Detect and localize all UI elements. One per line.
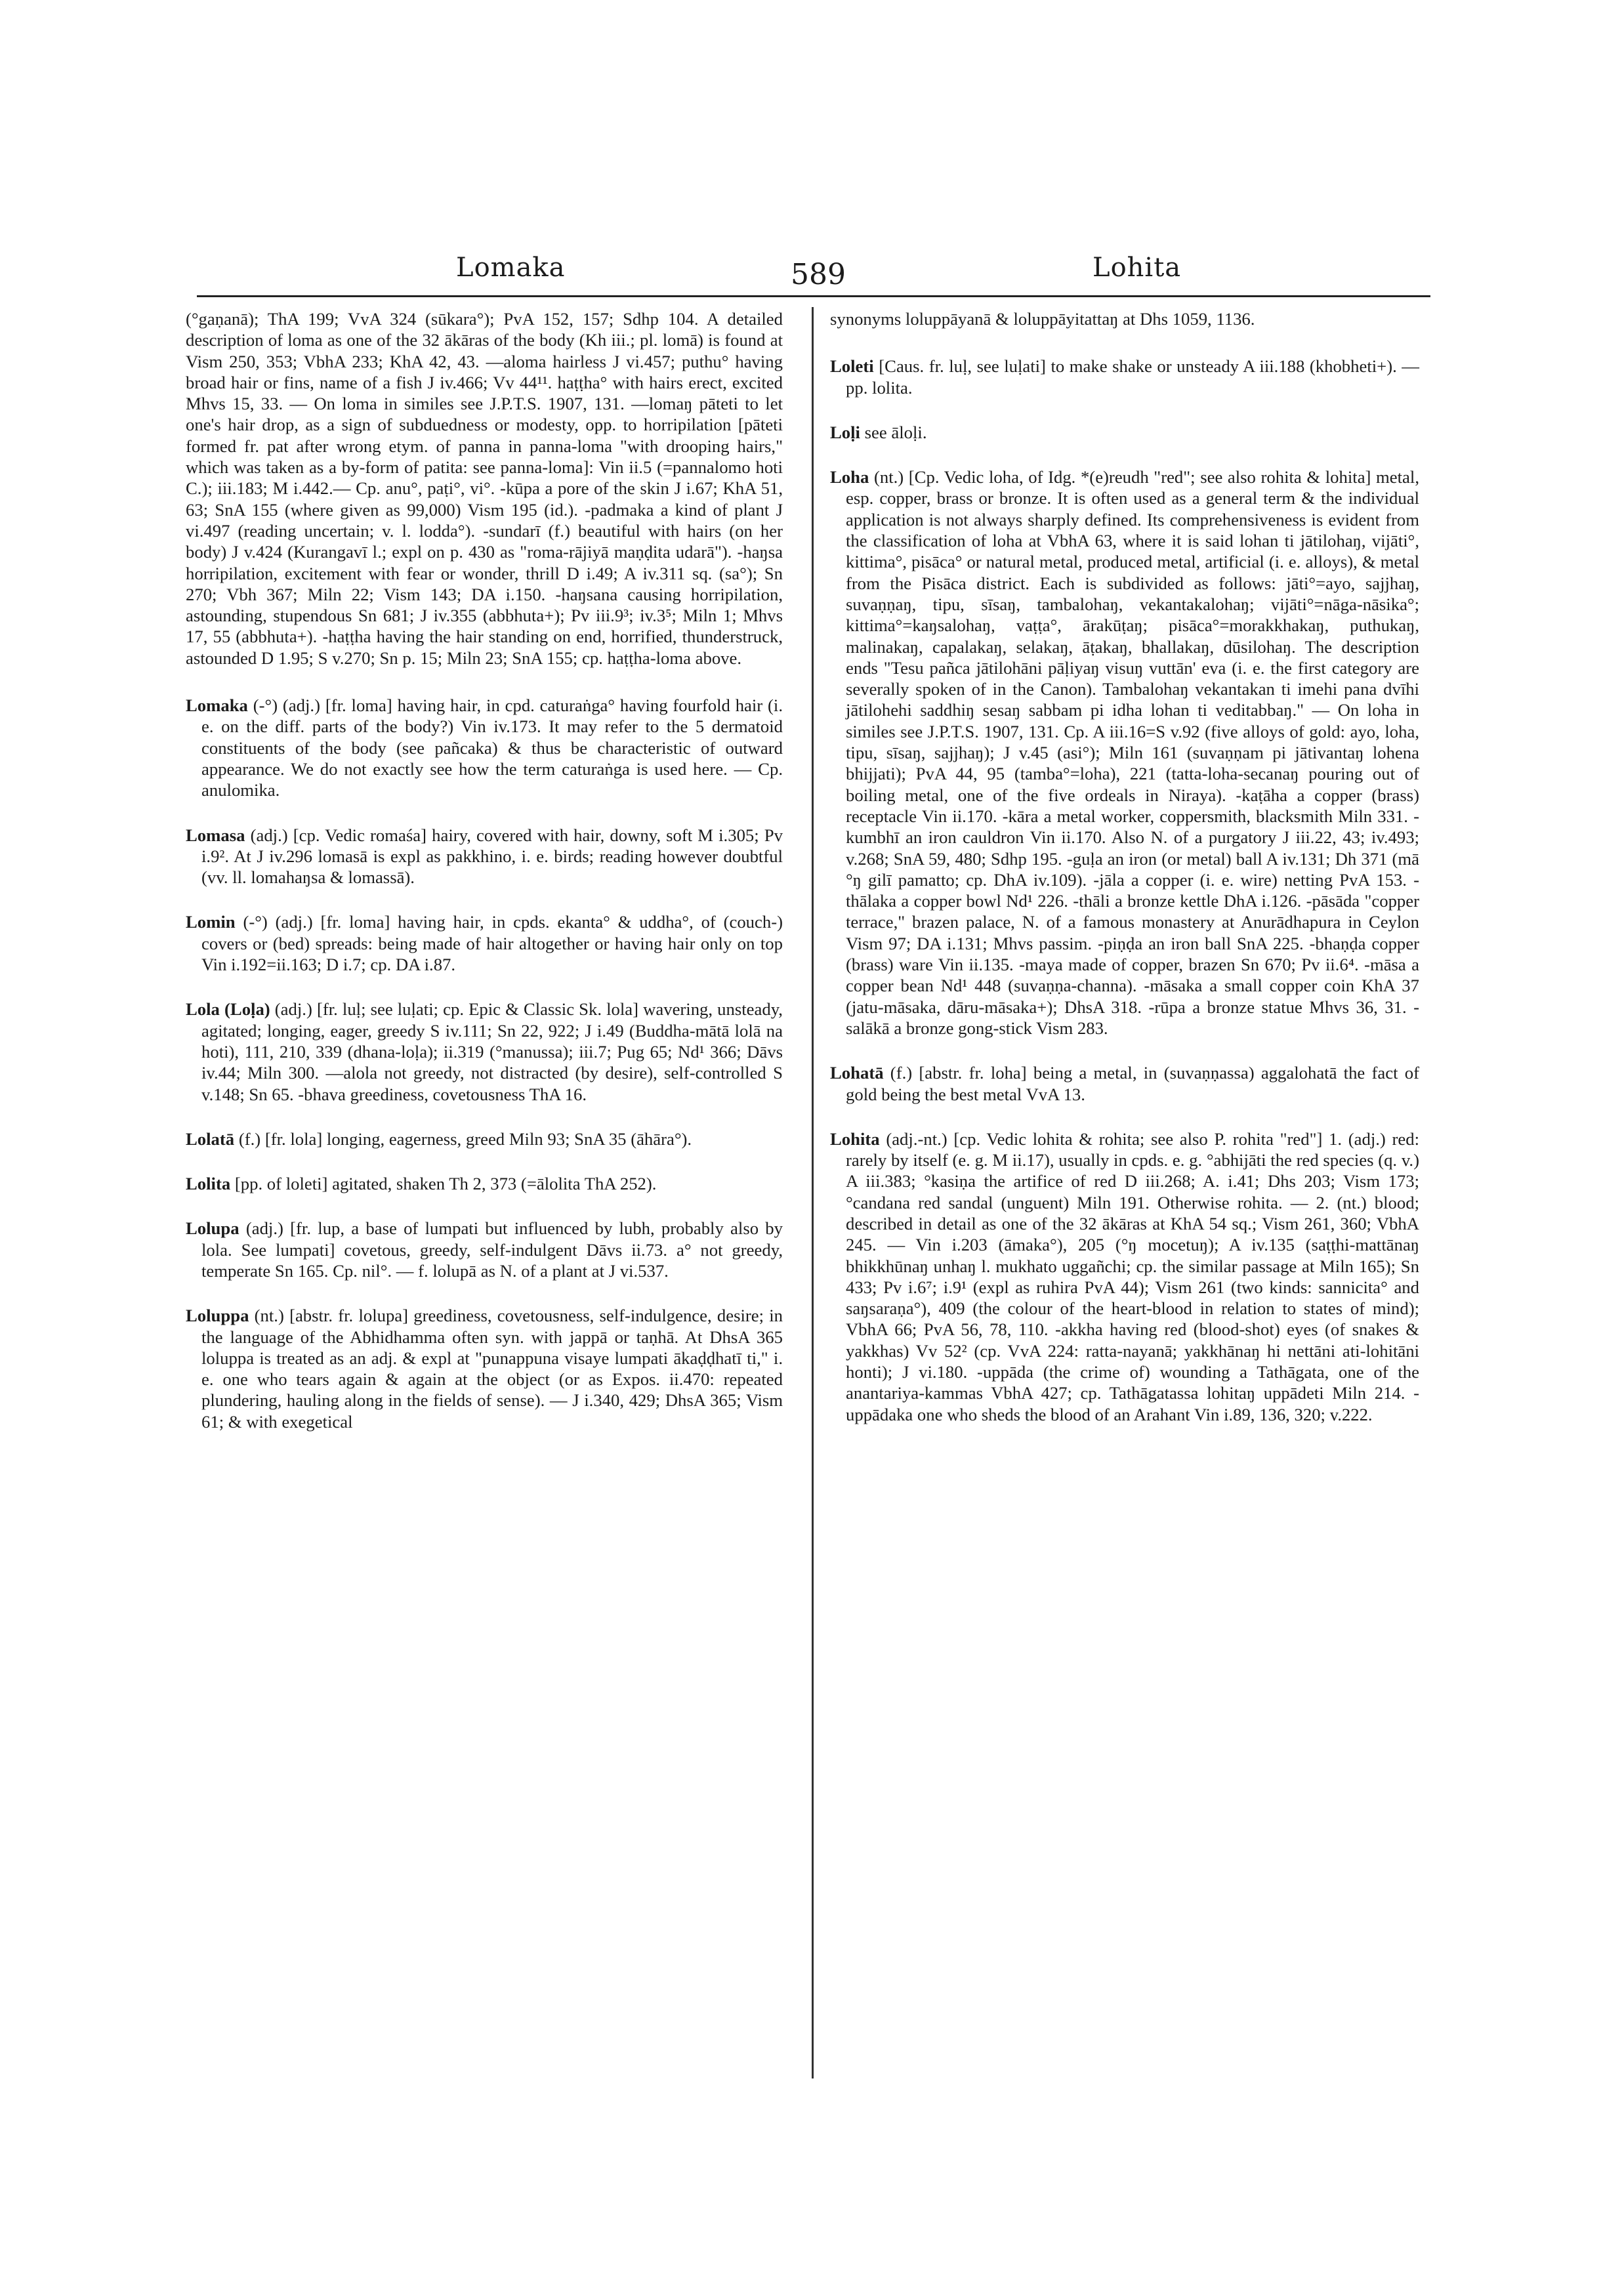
entry-body: (°gaṇanā); ThA 199; VvA 324 (sūkara°); PvA 152, 157; Sdhp 104. A detailed description of loma as one of the 32 ākāras of the body (Kh iii.; pl. lomā) is found at Vism 250, 353; VbhA 233; KhA 42, 43. —aloma hairless J vi.457; puthu° having broad hair or fins, name of a fish J iv.466; Vv 44¹¹. haṭṭha° with hairs erect, excited Mhvs 15, 33. — On loma in similes see J.P.T.S. 1907, 131. —lomaŋ pāteti to let one's hair drop, as a sign of subduedness or modesty, opp. to horripilation [pāteti formed fr. pat after wrong etym. of panna in panna-loma "with drooping hairs," which was taken as a by-form of patita: see panna-loma]: Vin ii.5 (=pannalomo hoti C.); iii.183; M i.442.— Cp. anu°, paṭi°, vi°. -kūpa a pore of the skin J i.67; KhA 51, 63; SnA 155 (where given as 99,000) Vism 195 (id.). -padmaka a kind of plant J vi.497 (reading uncertain; v. l. lodda°). -sundarī (f.) beautiful with hairs (on her body) J v.424 (Kurangavī l.; expl on p. 430 as "roma-rājiyā maṇḍita udarā"). -haŋsa horripilation, excitement with fear or wonder, thrill D i.49; A iv.311 sq. (sa°); Sn 270; Vbh 367; Miln 22; Vism 143; DA i.150. -haŋsana causing horripilation, astounding, stupendous Sn 681; J iv.355 (abbhuta+); Pv iii.9³; iv.3⁵; Miln 1; Mhvs 17, 55 (abbhuta+). -haṭṭha having the hair standing on end, horrified, thunderstruck, astounded D 1.95; S v.270; Sn p. 15; Miln 23; SnA 155; cp. haṭṭha-loma above. bbox=[186, 309, 783, 668]
entry-headword: Lomin bbox=[186, 912, 236, 932]
dictionary-entry bbox=[186, 1305, 783, 1432]
dictionary-entry bbox=[186, 1128, 783, 1149]
header-first-word: Lomaka bbox=[456, 253, 566, 283]
entry-headword: Loha bbox=[830, 467, 869, 487]
entry-headword: Lola (Loḷa) bbox=[186, 999, 270, 1020]
dictionary-entry bbox=[830, 422, 1419, 443]
entry-headword: Lolatā bbox=[186, 1128, 235, 1149]
dictionary-entry-continuation bbox=[830, 308, 1419, 329]
header-last-word: Lohita bbox=[1093, 253, 1182, 283]
entry-body: (adj.-nt.) [cp. Vedic lohita & rohita; see also P. rohita "red"] 1. (adj.) red: rarely by itself (e. g. M ii.17), usually in cpds. e. g. °abhijāti the red species (q. v.) A iii.383; °kasiṇa the artifice of red D iii.268; A. i.41; Dhs 203; Vism 173; °candana red sandal (unguent) Miln 191. Otherwise rohita. — 2. (nt.) blood; described in detail as one of the 32 ākāras at KhA 54 sq.; Vism 261, 360; VbhA 245. — Vin i.203 (āmaka°), 205 (°ŋ mocetuŋ); A iv.135 (saṭṭhi-mattānaŋ bhikkhūnaŋ unhaŋ l. mukhato uggañchi; cp. the similar passage at Miln 165); Sn 433; Pv i.6⁷; i.9¹ (expl as ruhira PvA 44); Vism 261 (two kinds: sannicita° and saŋsaraṇa°), 409 (the colour of the heart-blood in relation to states of mind); VbhA 66; PvA 56, 78, 110. -akkha having red (blood-shot) eyes (of snakes & yakkhas) Vv 52² (cp. VvA 224: ratta-nayanā; yakkhānaŋ hi nettāni ati-lohitāni honti); J vi.180. -uppāda (the crime of) wounding a Tathāgata, one of the anantariya-kammas VbhA 427; cp. Tathāgatassa lohitaŋ uppādeti Miln 214. -uppādaka one who sheds the blood of an Arahant Vin i.89, 136, 320; v.222. bbox=[846, 1128, 1419, 1424]
entry-body: (nt.) [Cp. Vedic loha, of Idg. *(e)reudh "red"; see also rohita & lohita] metal, esp. copper, brass or bronze. It is often used as a general term & the individual application is not always sharply defined. Its comprehensiveness is evident from the classification of loha at VbhA 63, where it is said lohan ti jātilohaŋ, vijāti°, kittima°, pisāca° or natural metal, produced metal, artificial (i. e. alloys), & metal from the Pisāca district. Each is subdivided as follows: jāti°=ayo, sajjhaŋ, suvaṇṇaŋ, tipu, sīsaŋ, tambalohaŋ, vekantakalohaŋ; vijāti°=nāga-nāsika°; kittima°=kaŋsalohaŋ, vaṭṭa°, ārakūṭaŋ; pisāca°=morakkhakaŋ, puthukaŋ, malinakaŋ, capalakaŋ, selakaŋ, āṭakaŋ, bhallakaŋ, dūsilohaŋ. The description ends "Tesu pañca jātilohāni pāḷiyaŋ visuŋ vuttān' eva (i. e. the first category are severally spoken of in the Canon). Tambalohaŋ vekantakan ti imehi pana dvīhi jātilohehi saddhiŋ sesaŋ sabbam pi idha lohan ti veditabbaŋ." — On loha in similes see J.P.T.S. 1907, 131. Cp. A iii.16=S v.92 (five alloys of gold: ayo, loha, tipu, sīsaŋ, sajjhaŋ); J v.45 (asi°); Miln 161 (suvaṇṇam pi jātivantaŋ lohena bhijjati); PvA 44, 95 (tamba°=loha), 221 (tatta-loha-secanaŋ pouring out of boiling metal, one of the five ordeals in Niraya). -kaṭāha a copper (brass) receptacle Vin ii.170. -kāra a metal worker, coppersmith, blacksmith Miln 331. -kumbhī an iron cauldron Vin ii.170. Also N. of a purgatory J iii.22, 43; iv.493; v.268; SnA 59, 480; Sdhp 195. -guḷa an iron (or metal) ball A iv.131; Dh 371 (mā °ŋ gilī pamatto; cp. DhA iv.109). -jāla a copper (i. e. wire) netting PvA 153. -thālaka a copper bowl Nd¹ 226. -thāli a bronze kettle DhA i.126. -pāsāda "copper terrace," brazen palace, N. of a famous monastery at Anurādhapura in Ceylon Vism 97; DA i.131; Mhvs passim. -piṇḍa an iron ball SnA 225. -bhaṇḍa copper (brass) ware Vin ii.135. -maya made of copper, brazen Sn 670; Pv ii.6⁴. -māsa a copper bean Nd¹ 448 (suvaṇṇa-channa). -māsaka a small copper coin KhA 37 (jatu-māsaka, dāru-māsaka+); DhsA 318. -rūpa a bronze statue Mhvs 36, 31. -salākā a bronze gong-stick Vism 283. bbox=[846, 467, 1419, 1038]
entry-body: (adj.) [fr. lup, a base of lumpati but influenced by lubh, probably also by lola. See lumpati] covetous, greedy, self-indulgent Dāvs ii.73. a° not greedy, temperate Sn 165. Cp. nil°. — f. lolupā as N. of a plant at J vi.537. bbox=[201, 1218, 783, 1281]
entry-body: synonyms loluppāyanā & loluppāyitattaŋ at Dhs 1059, 1136. bbox=[830, 309, 1255, 329]
header-rule bbox=[197, 295, 1430, 297]
entry-body: (nt.) [abstr. fr. lolupa] greediness, covetousness, self-indulgence, desire; in the language of the Abhidhamma often syn. with jappā or taṇhā. At DhsA 365 loluppa is treated as an adj. & expl at "punappuna visaye lumpati ākaḍḍhatī ti," i. e. one who tears again & again at the object (or as Expos. ii.470: repeated plundering, hauling along in the fields of sense). — J i.340, 429; DhsA 365; Vism 61; & with exegetical bbox=[201, 1306, 783, 1432]
entry-headword: Loleti bbox=[830, 356, 874, 377]
entry-headword: Lohatā bbox=[830, 1063, 884, 1083]
entry-headword: Lomasa bbox=[186, 825, 245, 845]
dictionary-entry bbox=[186, 1218, 783, 1281]
dictionary-entry bbox=[830, 356, 1419, 398]
entry-headword: Lomaka bbox=[186, 695, 248, 716]
entry-headword: Lolupa bbox=[186, 1218, 239, 1239]
entry-body: (adj.) [fr. luḷ; see luḷati; cp. Epic & Classic Sk. lola] wavering, unsteady, agitated; longing, eager, greedy S iv.111; Sn 22, 922; J i.49 (Buddha-mātā lolā na hoti), 111, 210, 339 (dhana-loḷa); ii.319 (°manussa); iii.7; Pug 65; Nd¹ 366; Dāvs iv.44; Miln 300. —alola not greedy, not distracted (by desire), self-controlled S v.148; Sn 65. -bhava greediness, covetousness ThA 16. bbox=[201, 999, 783, 1104]
entry-body: (f.) [abstr. fr. loha] being a metal, in (suvaṇṇassa) aggalohatā the fact of gold being the best metal VvA 13. bbox=[846, 1063, 1419, 1104]
entry-headword: Lolita bbox=[186, 1174, 231, 1194]
entry-headword: Loḷi bbox=[830, 422, 860, 442]
entry-body: [pp. of loleti] agitated, shaken Th 2, 373 (=ālolita ThA 252). bbox=[230, 1174, 657, 1194]
entry-body: (-°) (adj.) [fr. loma] having hair, in cpds. ekanta° & uddha°, of (couch-) covers or (bed) spreads: being made of hair altogether or having hair only on top Vin i.192=ii.163; D i.7; cp. DA i.87. bbox=[201, 912, 783, 975]
entry-body: [Caus. fr. luḷ, see luḷati] to make shake or unsteady A iii.188 (khobheti+). — pp. lolita. bbox=[846, 356, 1419, 398]
entry-headword: Lohita bbox=[830, 1128, 880, 1149]
dictionary-entry bbox=[186, 911, 783, 975]
column-divider bbox=[812, 307, 814, 2078]
entry-body: (-°) (adj.) [fr. loma] having hair, in cpd. caturaṅga° having fourfold hair (i. e. on the diff. parts of the body?) Vin iv.173. It may refer to the 5 dermatoid constituents of the body (see pañcaka) & thus be characteristic of outward appearance. We do not exactly see how the term caturaṅga is used here. — Cp. anulomika. bbox=[201, 695, 783, 800]
running-header bbox=[197, 253, 1273, 292]
page-number: 589 bbox=[791, 258, 846, 291]
entry-body: (adj.) [cp. Vedic romaśa] hairy, covered with hair, downy, soft M i.305; Pv i.9². At J iv.296 lomasā is expl as pakkhino, i. e. birds; reading however doubtful (vv. ll. lomahaŋsa & lomassā). bbox=[201, 825, 783, 888]
dictionary-entry bbox=[830, 466, 1419, 1039]
dictionary-entry bbox=[186, 999, 783, 1104]
right-column bbox=[830, 308, 1419, 1449]
entry-body: see āloḷi. bbox=[860, 422, 927, 442]
dictionary-entry bbox=[186, 695, 783, 800]
dictionary-entry-continuation bbox=[186, 308, 783, 669]
dictionary-entry bbox=[830, 1128, 1419, 1425]
dictionary-entry bbox=[830, 1062, 1419, 1105]
dictionary-entry bbox=[186, 825, 783, 888]
entry-headword: Loluppa bbox=[186, 1306, 249, 1326]
entry-body: (f.) [fr. lola] longing, eagerness, greed Miln 93; SnA 35 (āhāra°). bbox=[234, 1128, 692, 1149]
dictionary-entry bbox=[186, 1173, 783, 1194]
left-column bbox=[186, 308, 783, 1456]
